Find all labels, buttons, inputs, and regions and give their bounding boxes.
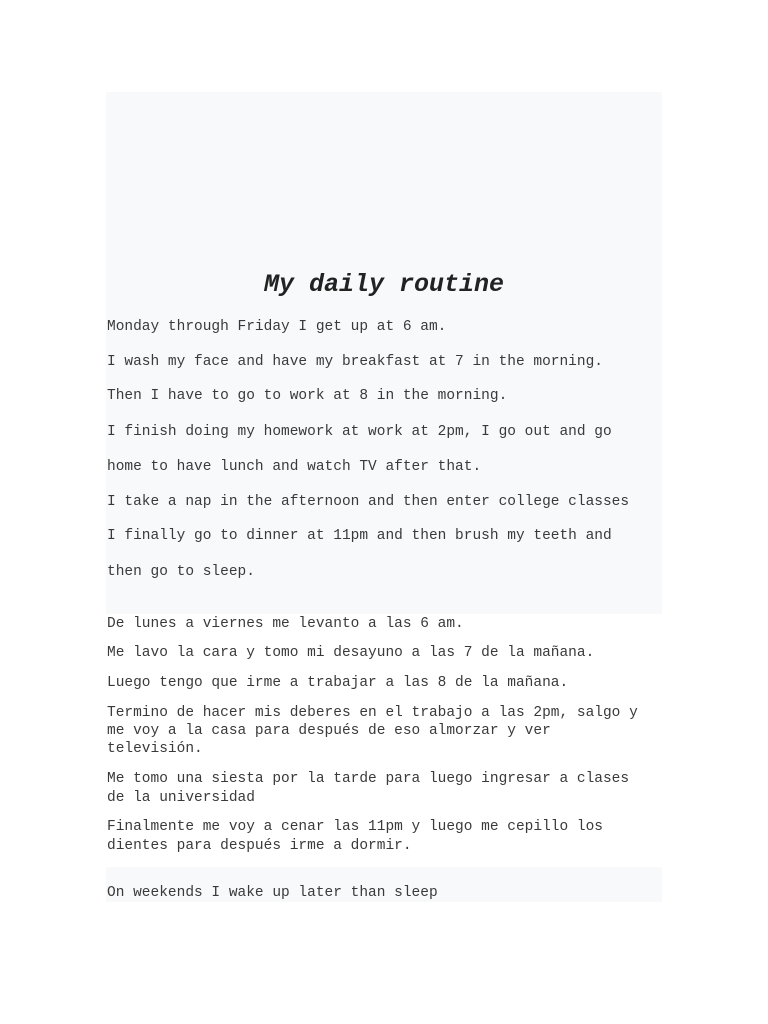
english-line: Then I have to go to work at 8 in the morning. [107,388,508,404]
spanish-line: Me tomo una siesta por la tarde para luego ingresar a clases [107,771,630,787]
spanish-line: dientes para después irme a dormir. [107,838,412,854]
spanish-line: Finalmente me voy a cenar las 11pm y luego me cepillo los [107,819,603,835]
english-line: home to have lunch and watch TV after that. [107,459,482,475]
english-line: I take a nap in the afternoon and then enter college classes [107,494,630,510]
spanish-line: Termino de hacer mis deberes en el trabajo a las 2pm, salgo y [107,705,638,721]
weekend-line: On weekends I wake up later than sleep [107,885,438,901]
spanish-line: Luego tengo que irme a trabajar a las 8 de la mañana. [107,675,569,691]
spanish-line: Me lavo la cara y tomo mi desayuno a las 7 de la mañana. [107,645,595,661]
english-line: I wash my face and have my breakfast at 7 in the morning. [107,354,603,370]
spanish-line: De lunes a viernes me levanto a las 6 am. [107,616,464,632]
english-line: I finish doing my homework at work at 2pm, I go out and go [107,424,612,440]
english-line: I finally go to dinner at 11pm and then brush my teeth and [107,528,612,544]
spanish-line: me voy a la casa para después de eso almorzar y ver [107,723,551,739]
english-line: then go to sleep. [107,564,255,580]
spanish-line: de la universidad [107,790,255,806]
document-title: My daily routine [263,270,505,299]
spanish-line: televisión. [107,741,203,757]
english-line: Monday through Friday I get up at 6 am. [107,319,447,335]
